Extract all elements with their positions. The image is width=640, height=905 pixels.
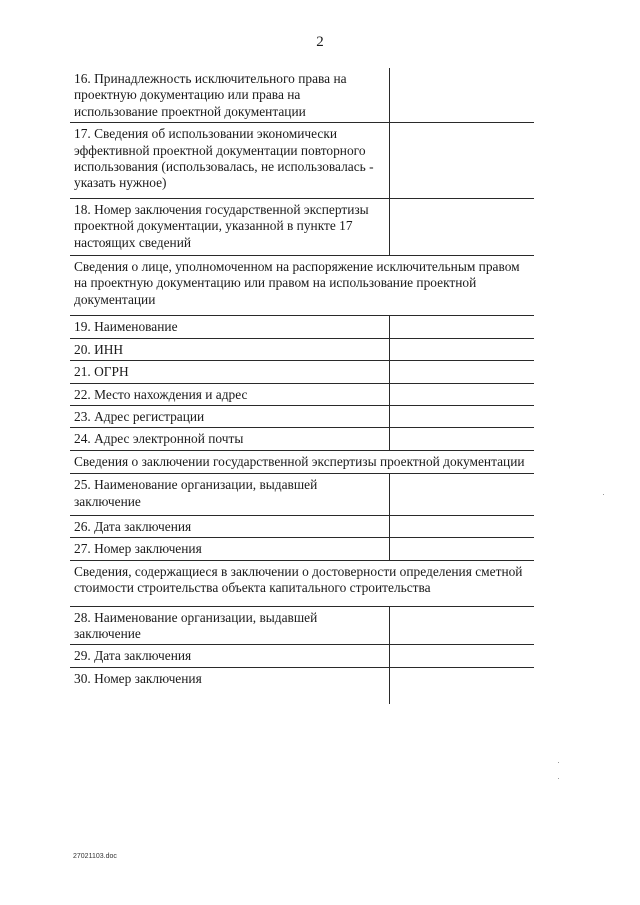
form-row (70, 645, 534, 667)
section-heading: Сведения, содержащиеся в заключении о достоверности определения сметной стоимости строительства объекта капитального строительства (70, 561, 534, 607)
form-row (70, 123, 534, 199)
field-label: 24. Адрес электронной почты (74, 431, 244, 447)
field-label: 27. Номер заключения (74, 541, 202, 557)
field-value[interactable] (389, 428, 534, 449)
information-form-table (70, 68, 534, 704)
field-value[interactable] (389, 607, 534, 645)
field-label: 23. Адрес регистрации (74, 408, 205, 424)
field-label: 20. ИНН (74, 341, 124, 357)
field-label: 19. Наименование (74, 319, 178, 335)
section-heading: Сведения о лице, уполномоченном на распоряжение исключительным правом на проектную документацию или правом на использование проектной документации (70, 256, 534, 316)
field-value[interactable] (389, 316, 534, 337)
scan-speck (558, 778, 559, 779)
field-label: 21. ОГРН (74, 364, 129, 380)
field-label: 17. Сведения об использовании экономически эффективной проектной документации повторного использования (использовалась, не использовалась - указать нужное) (74, 126, 374, 191)
field-label: 18. Номер заключения государственной экспертизы проектной документации, указанной в пункте 17 настоящих сведений (74, 201, 369, 250)
field-value[interactable] (389, 516, 534, 537)
field-value[interactable] (389, 474, 534, 515)
field-label: 30. Номер заключения (74, 670, 202, 686)
form-row (70, 474, 534, 516)
field-value[interactable] (389, 538, 534, 559)
form-row (70, 68, 534, 123)
field-value[interactable] (389, 384, 534, 405)
field-label: 22. Место нахождения и адрес (74, 386, 248, 402)
form-row (70, 538, 534, 560)
form-row (70, 668, 534, 704)
field-value[interactable] (389, 406, 534, 427)
form-row (70, 361, 534, 383)
document-filename: 27021103.doc (73, 853, 117, 860)
section-heading: Сведения о заключении государственной экспертизы проектной документации (70, 451, 534, 474)
scan-speck (603, 494, 604, 495)
form-row (70, 339, 534, 361)
page-number: 2 (316, 34, 324, 50)
field-label: 29. Дата заключения (74, 648, 192, 664)
field-label: 26. Дата заключения (74, 518, 192, 534)
form-row (70, 428, 534, 450)
field-value[interactable] (389, 645, 534, 666)
form-row (70, 607, 534, 646)
field-label: 25. Наименование организации, выдавшей заключение (74, 477, 318, 509)
form-row (70, 406, 534, 428)
form-row (70, 316, 534, 338)
field-value[interactable] (389, 68, 534, 122)
form-row (70, 199, 534, 256)
field-value[interactable] (389, 361, 534, 382)
scan-speck (558, 762, 559, 763)
form-row (70, 516, 534, 538)
form-row (70, 384, 534, 406)
field-value[interactable] (389, 123, 534, 198)
field-label: 16. Принадлежность исключительного права на проектную документацию или права на использование проектной документации (74, 71, 347, 119)
field-value[interactable] (389, 668, 534, 704)
field-value[interactable] (389, 199, 534, 255)
field-value[interactable] (389, 339, 534, 360)
field-label: 28. Наименование организации, выдавшей заключение (74, 609, 318, 641)
